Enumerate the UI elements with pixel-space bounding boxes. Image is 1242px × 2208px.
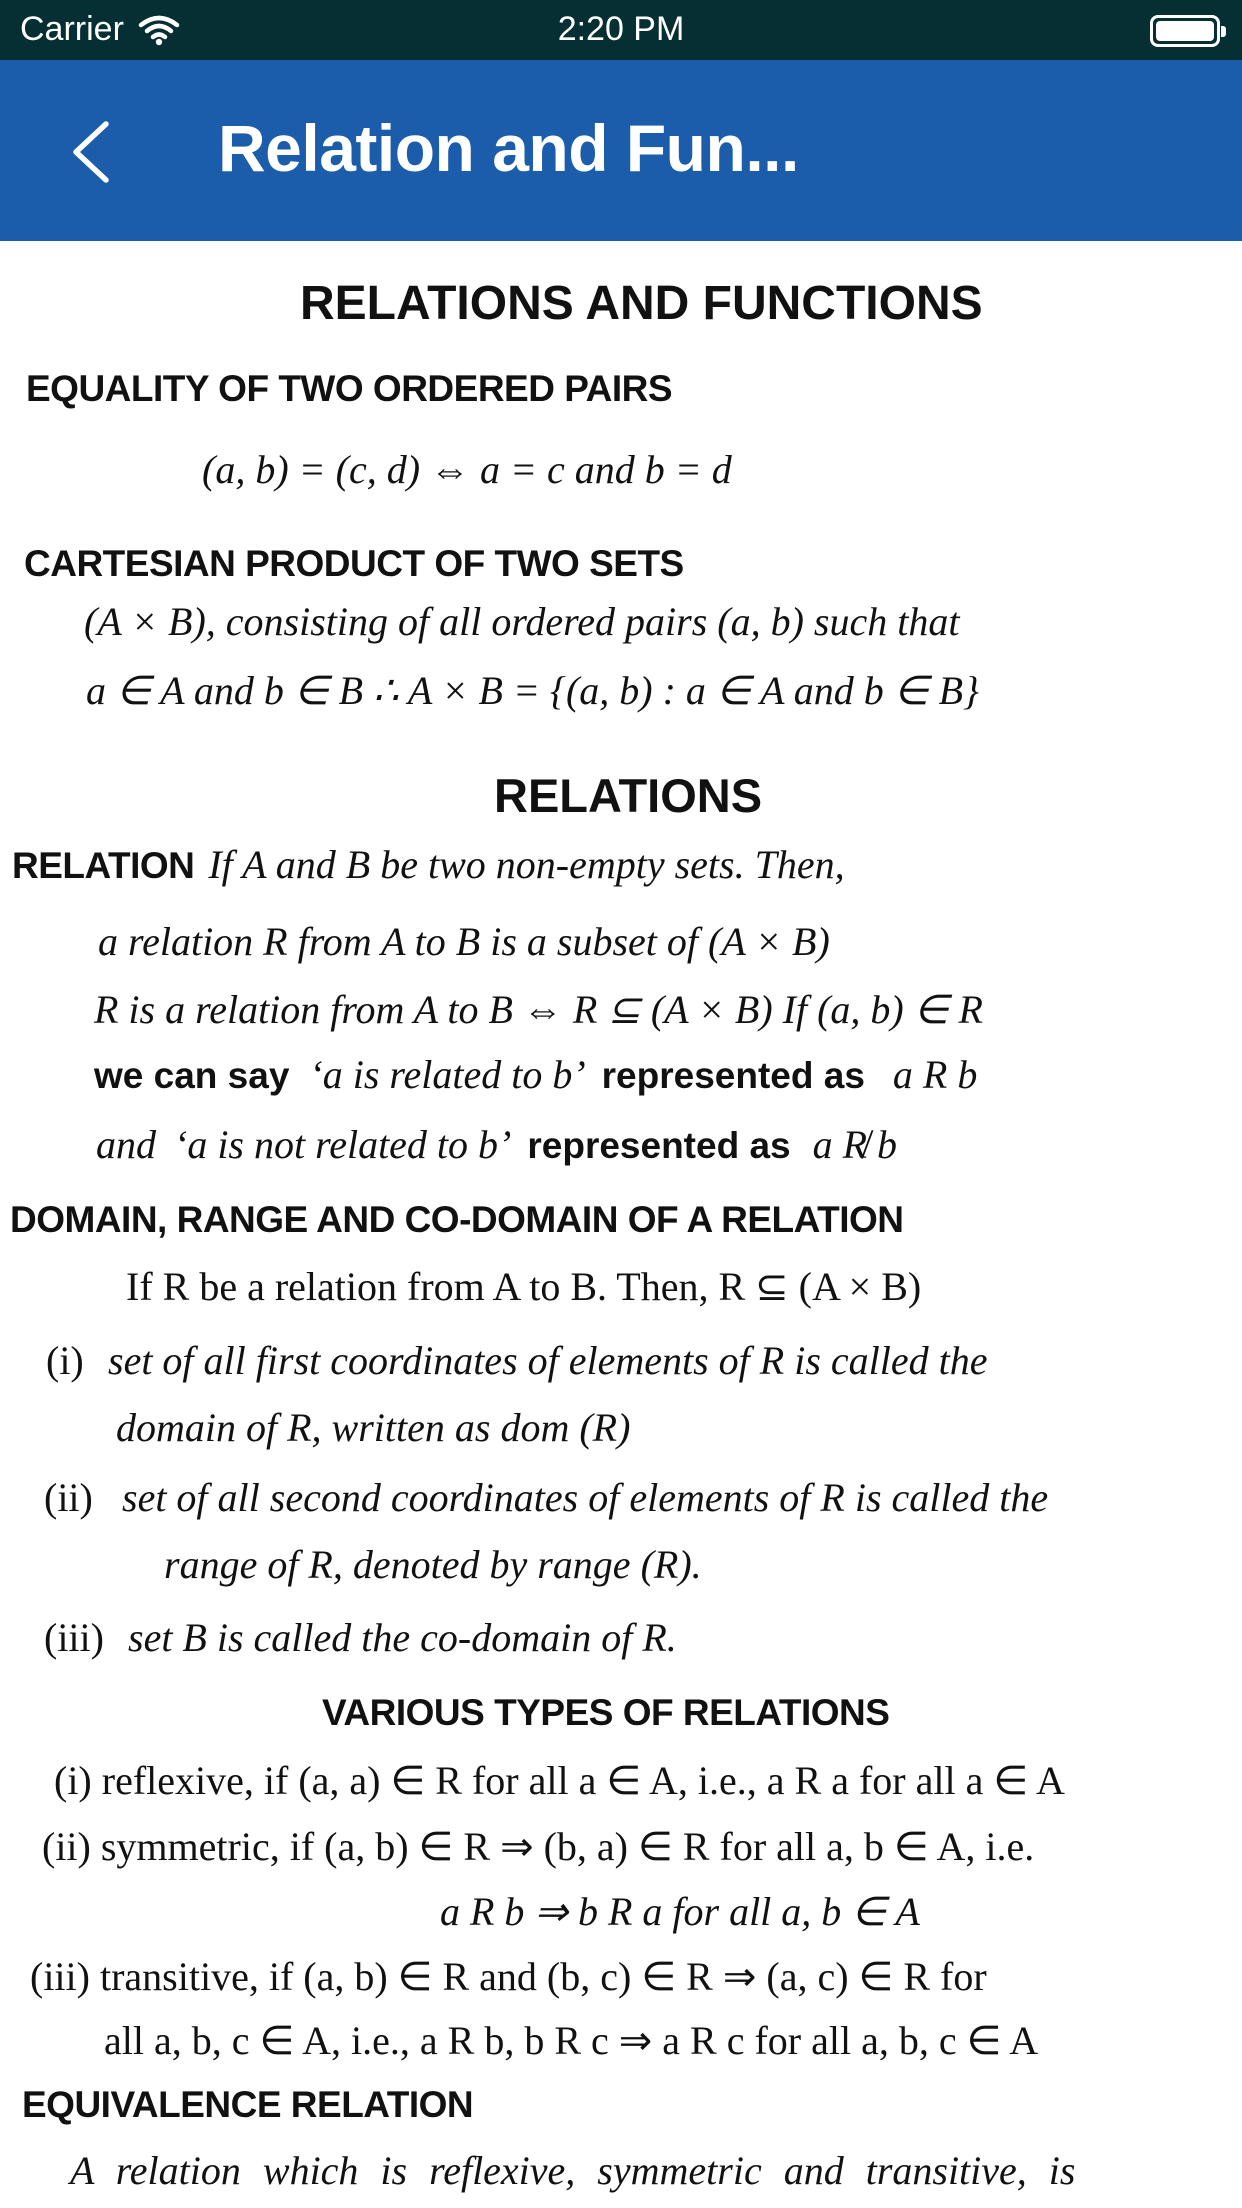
domain-ii-number: (ii) (44, 1475, 93, 1520)
relation-line-4 (94, 1051, 977, 1098)
types-ii-line-2: a R b ⇒ b R a for all a, b ∈ A (440, 1889, 920, 1934)
relation-line-4-a: we can say (94, 1055, 290, 1096)
relation-line-3: R is a relation from A to B ⇔ R ⊆ (A × B) If (a, b) ∈ R (94, 987, 983, 1032)
domain-iii-number: (iii) (44, 1615, 104, 1660)
document-title: RELATIONS AND FUNCTIONS (300, 277, 983, 330)
relation-line-5-c: represented as (527, 1125, 791, 1166)
relation-paragraph-line-1 (12, 841, 845, 888)
status-time: 2:20 PM (557, 10, 685, 48)
section-heading-equality: EQUALITY OF TWO ORDERED PAIRS (26, 368, 673, 409)
page-title: Relation and Fun... (218, 111, 799, 185)
relation-line-5 (96, 1121, 897, 1168)
domain-iii-line-1: set B is called the co-domain of R. (128, 1615, 677, 1660)
section-heading-types: VARIOUS TYPES OF RELATIONS (322, 1692, 890, 1733)
domain-ii-line-1: set of all second coordinates of elements of R is called the (122, 1475, 1049, 1520)
navigation-bar (0, 60, 1242, 241)
section-heading-relations: RELATIONS (494, 769, 763, 822)
domain-i-number: (i) (46, 1338, 84, 1383)
cartesian-line-1: (A × B), consisting of all ordered pairs (a, b) such that (84, 599, 960, 644)
cartesian-line-2: a ∈ A and b ∈ B ∴ A × B = {(a, b) : a ∈ A and b ∈ B} (86, 668, 980, 713)
domain-intro: If R be a relation from A to B. Then, R ⊆ (A × B) (126, 1264, 922, 1309)
types-ii-line-1: (ii) symmetric, if (a, b) ∈ R ⇒ (b, a) ∈ R for all a, b ∈ A, i.e. (42, 1824, 1035, 1869)
types-i: (i) reflexive, if (a, a) ∈ R for all a ∈ A, i.e., a R a for all a ∈ A (54, 1758, 1065, 1803)
section-heading-equivalence: EQUIVALENCE RELATION (22, 2084, 474, 2125)
back-button[interactable] (60, 112, 120, 192)
relation-line-4-c: represented as (601, 1055, 865, 1096)
section-heading-domain: DOMAIN, RANGE AND CO-DOMAIN OF A RELATION (10, 1199, 904, 1240)
section-heading-cartesian: CARTESIAN PRODUCT OF TWO SETS (24, 543, 684, 584)
relation-line-2: a relation R from A to B is a subset of (A × B) (98, 919, 830, 964)
domain-i-line-2: domain of R, written as dom (R) (116, 1405, 631, 1450)
equality-formula: (a, b) = (c, d) ⇔ a = c and b = d (202, 447, 732, 492)
relation-line-5-d: a R̸ b (812, 1122, 898, 1167)
equivalence-line-1: A relation which is reflexive, symmetric and transitive, is (70, 2148, 1076, 2193)
domain-ii-line-2: range of R, denoted by range (R). (164, 1542, 702, 1587)
relation-line-1: If A and B be two non-empty sets. Then, (208, 842, 845, 887)
types-iii-line-1: (iii) transitive, if (a, b) ∈ R and (b, c) ∈ R ⇒ (a, c) ∈ R for (30, 1954, 987, 1999)
status-bar (0, 0, 1242, 60)
relation-line-4-b: ‘a is related to b’ (309, 1052, 586, 1097)
relation-line-5-a: and (96, 1122, 156, 1167)
domain-i-line-1: set of all first coordinates of elements of R is called the (108, 1338, 988, 1383)
carrier-label: Carrier (20, 10, 124, 48)
types-iii-line-2: all a, b, c ∈ A, i.e., a R b, b R c ⇒ a R c for all a, b, c ∈ A (104, 2018, 1039, 2063)
relation-line-4-d: a R b (892, 1052, 978, 1097)
relation-line-5-b: ‘a is not related to b’ (174, 1122, 512, 1167)
document-content[interactable] (0, 241, 1242, 2208)
relation-label: RELATION (12, 845, 195, 886)
battery-icon (1150, 15, 1220, 47)
